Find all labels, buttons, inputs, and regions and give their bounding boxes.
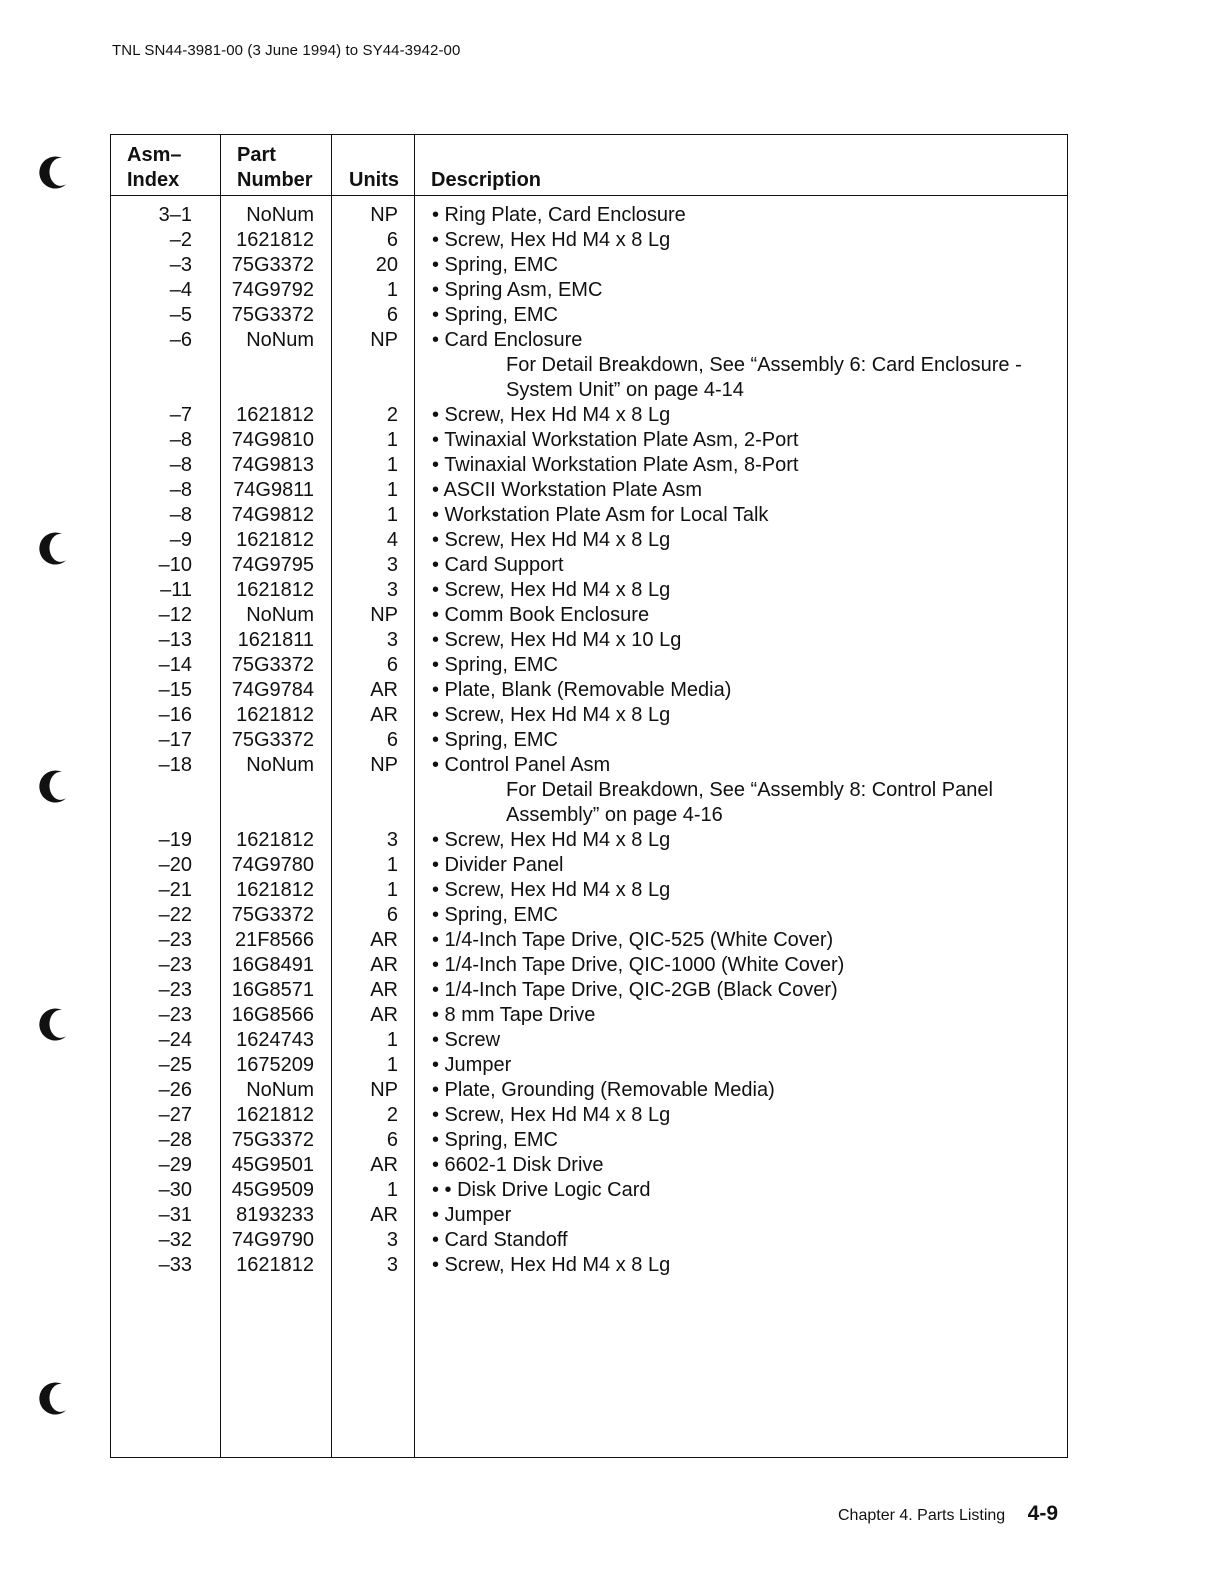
asm-index-cell: –23: [158, 979, 192, 1001]
units-cell: 1: [386, 1029, 398, 1051]
asm-index-cell: –26: [158, 1079, 192, 1101]
description-cell: • Twinaxial Workstation Plate Asm, 2-Port: [432, 429, 799, 451]
part-number-cell: 1621812: [236, 879, 314, 901]
asm-index-cell: [110, 778, 192, 803]
table-row: [110, 328, 1068, 353]
table-row: [110, 1003, 1068, 1028]
units-cell: AR: [370, 929, 398, 951]
part-number-cell: 45G9509: [231, 1179, 314, 1201]
table-row: [110, 828, 1068, 853]
binder-hole-icon: [36, 152, 70, 192]
units-cell: 1: [386, 879, 398, 901]
units-cell: AR: [370, 704, 398, 726]
footer-chapter: Chapter 4. Parts Listing: [838, 1507, 1006, 1524]
col-header-part: Part Number: [237, 144, 313, 191]
units-cell: AR: [370, 1004, 398, 1026]
units-cell: AR: [370, 679, 398, 701]
col-header-description: Description: [431, 169, 542, 191]
table-row: [110, 628, 1068, 653]
asm-index-cell: [110, 353, 192, 378]
part-number-cell: 16G8491: [231, 954, 314, 976]
table-row: [110, 353, 1068, 378]
table-row: [110, 1028, 1068, 1053]
part-number-cell: [192, 803, 314, 828]
units-cell: AR: [370, 954, 398, 976]
description-cell: • Comm Book Enclosure: [432, 604, 650, 626]
table-row: [110, 428, 1068, 453]
table-row: [110, 878, 1068, 903]
units-cell: AR: [370, 979, 398, 1001]
asm-index-cell: –19: [158, 829, 192, 851]
units-cell: AR: [370, 1154, 398, 1176]
units-cell: 6: [386, 1129, 398, 1151]
part-number-cell: 1621812: [236, 529, 314, 551]
binder-hole-icon: [36, 1004, 70, 1044]
col-header-units: Units: [349, 169, 399, 191]
units-cell: [314, 378, 398, 403]
description-cell: • Twinaxial Workstation Plate Asm, 8-Port: [432, 454, 799, 476]
table-row: [110, 978, 1068, 1003]
asm-index-cell: –7: [169, 404, 192, 426]
units-cell: 1: [386, 1054, 398, 1076]
page-footer: [838, 1502, 1058, 1526]
asm-index-cell: –6: [169, 329, 192, 351]
asm-index-cell: –24: [158, 1029, 192, 1051]
table-row: [110, 678, 1068, 703]
detail-breakdown-note: System Unit” on page 4-14: [506, 379, 744, 401]
units-cell: 1: [386, 1179, 398, 1201]
asm-index-cell: –15: [158, 679, 192, 701]
description-cell: • Divider Panel: [432, 854, 564, 876]
description-cell: • 1/4-Inch Tape Drive, QIC-2GB (Black Cover): [432, 979, 838, 1001]
part-number-cell: 45G9501: [231, 1154, 314, 1176]
asm-index-cell: –14: [158, 654, 192, 676]
part-number-cell: 74G9790: [231, 1229, 314, 1251]
units-cell: [314, 778, 398, 803]
units-cell: NP: [370, 329, 398, 351]
asm-index-cell: –23: [158, 954, 192, 976]
table-row: [110, 903, 1068, 928]
asm-index-cell: –31: [158, 1204, 192, 1226]
asm-index-cell: –27: [158, 1104, 192, 1126]
table-row: [110, 703, 1068, 728]
asm-index-cell: [110, 803, 192, 828]
part-number-cell: 75G3372: [231, 904, 314, 926]
binder-hole-icon: [36, 766, 70, 806]
asm-index-cell: –18: [158, 754, 192, 776]
description-cell: • Card Standoff: [432, 1229, 568, 1251]
description-cell: • Spring Asm, EMC: [432, 279, 603, 301]
description-cell: • Spring, EMC: [432, 904, 558, 926]
asm-index-cell: –22: [158, 904, 192, 926]
description-cell: • Card Support: [432, 554, 564, 576]
col-header-asm: Asm– Index: [127, 144, 182, 191]
table-row: [110, 228, 1068, 253]
asm-index-cell: –33: [158, 1254, 192, 1276]
table-row: [110, 303, 1068, 328]
table-row: [110, 653, 1068, 678]
units-cell: 2: [386, 404, 398, 426]
units-cell: 1: [386, 479, 398, 501]
description-cell: • Screw, Hex Hd M4 x 8 Lg: [432, 879, 671, 901]
units-cell: AR: [370, 1204, 398, 1226]
units-cell: 4: [386, 529, 398, 551]
units-cell: 6: [386, 654, 398, 676]
table-row: [110, 753, 1068, 778]
description-cell: • 8 mm Tape Drive: [432, 1004, 596, 1026]
table-row: [110, 528, 1068, 553]
asm-index-cell: –13: [158, 629, 192, 651]
detail-breakdown-note: Assembly” on page 4-16: [506, 804, 723, 826]
description-cell: • 1/4-Inch Tape Drive, QIC-1000 (White Cover): [432, 954, 845, 976]
asm-index-cell: [110, 378, 192, 403]
description-cell: • Plate, Blank (Removable Media): [432, 679, 732, 701]
asm-index-cell: 3–1: [158, 204, 192, 226]
asm-index-cell: –12: [158, 604, 192, 626]
asm-index-cell: –5: [169, 304, 192, 326]
asm-index-cell: –10: [158, 554, 192, 576]
asm-index-cell: –9: [169, 529, 192, 551]
table-row: [110, 553, 1068, 578]
asm-index-cell: –28: [158, 1129, 192, 1151]
units-cell: 3: [386, 1229, 398, 1251]
part-number-cell: 1624743: [236, 1029, 314, 1051]
part-number-cell: NoNum: [246, 604, 314, 626]
table-row: [110, 403, 1068, 428]
part-number-cell: 1621812: [236, 1104, 314, 1126]
units-cell: NP: [370, 204, 398, 226]
asm-index-cell: –25: [158, 1054, 192, 1076]
table-row: [110, 1103, 1068, 1128]
table-row: [110, 928, 1068, 953]
part-number-cell: 75G3372: [231, 254, 314, 276]
asm-index-cell: –2: [169, 229, 192, 251]
asm-index-cell: –29: [158, 1154, 192, 1176]
part-number-cell: 75G3372: [231, 654, 314, 676]
part-number-cell: [192, 778, 314, 803]
table-row: [110, 453, 1068, 478]
table-row: [110, 278, 1068, 303]
asm-index-cell: –21: [158, 879, 192, 901]
part-number-cell: NoNum: [246, 754, 314, 776]
asm-index-cell: –20: [158, 854, 192, 876]
units-cell: 3: [386, 629, 398, 651]
asm-index-cell: –8: [169, 454, 192, 476]
table-row: [110, 778, 1068, 803]
part-number-cell: 1621811: [237, 629, 314, 651]
units-cell: 6: [386, 229, 398, 251]
part-number-cell: 75G3372: [231, 304, 314, 326]
asm-index-cell: –4: [169, 279, 192, 301]
description-cell: • Screw, Hex Hd M4 x 8 Lg: [432, 529, 671, 551]
part-number-cell: 75G3372: [231, 729, 314, 751]
part-number-cell: 74G9780: [231, 854, 314, 876]
units-cell: NP: [370, 1079, 398, 1101]
asm-index-cell: –3: [169, 254, 192, 276]
page-number: 4-9: [1027, 1502, 1059, 1525]
binder-hole-icon: [36, 528, 70, 568]
header-divider: [110, 195, 1068, 196]
part-number-cell: 8193233: [236, 1204, 314, 1226]
description-cell: • Screw, Hex Hd M4 x 10 Lg: [432, 629, 682, 651]
description-cell: • Screw: [432, 1029, 501, 1051]
table-row: [110, 253, 1068, 278]
units-cell: [314, 803, 398, 828]
asm-index-cell: –23: [158, 929, 192, 951]
description-cell: • Screw, Hex Hd M4 x 8 Lg: [432, 229, 671, 251]
units-cell: 1: [386, 279, 398, 301]
description-cell: • • Disk Drive Logic Card: [432, 1179, 651, 1201]
table-row: [110, 1078, 1068, 1103]
asm-index-cell: –8: [169, 479, 192, 501]
table-row: [110, 1178, 1068, 1203]
description-cell: • Card Enclosure: [432, 329, 583, 351]
units-cell: NP: [370, 604, 398, 626]
description-cell: • Ring Plate, Card Enclosure: [432, 204, 686, 226]
table-row: [110, 503, 1068, 528]
parts-table: [110, 134, 1068, 1458]
table-row: [110, 1153, 1068, 1178]
description-cell: • Screw, Hex Hd M4 x 8 Lg: [432, 1254, 671, 1276]
description-cell: • 1/4-Inch Tape Drive, QIC-525 (White Cover): [432, 929, 834, 951]
table-row: [110, 1203, 1068, 1228]
part-number-cell: NoNum: [246, 329, 314, 351]
description-cell: • Jumper: [432, 1204, 512, 1226]
asm-index-cell: –32: [158, 1229, 192, 1251]
asm-index-cell: –16: [158, 704, 192, 726]
units-cell: 1: [386, 454, 398, 476]
table-row: [110, 1228, 1068, 1253]
units-cell: 6: [386, 904, 398, 926]
part-number-cell: 16G8571: [231, 979, 314, 1001]
description-cell: • Spring, EMC: [432, 729, 558, 751]
description-cell: • Spring, EMC: [432, 1129, 558, 1151]
units-cell: 3: [386, 829, 398, 851]
part-number-cell: 21F8566: [235, 929, 314, 951]
part-number-cell: 1621812: [236, 829, 314, 851]
description-cell: • 6602-1 Disk Drive: [432, 1154, 604, 1176]
units-cell: 1: [386, 429, 398, 451]
description-cell: • Spring, EMC: [432, 654, 558, 676]
part-number-cell: 1621812: [236, 1254, 314, 1276]
asm-index-cell: –11: [160, 579, 192, 601]
units-cell: 1: [386, 854, 398, 876]
units-cell: 20: [375, 254, 398, 276]
description-cell: • Spring, EMC: [432, 254, 558, 276]
asm-index-cell: –17: [158, 729, 192, 751]
part-number-cell: NoNum: [246, 1079, 314, 1101]
units-cell: 6: [386, 304, 398, 326]
description-cell: • Screw, Hex Hd M4 x 8 Lg: [432, 404, 671, 426]
part-number-cell: 16G8566: [231, 1004, 314, 1026]
description-cell: • Screw, Hex Hd M4 x 8 Lg: [432, 829, 671, 851]
table-row: [110, 203, 1068, 228]
table-row: [110, 603, 1068, 628]
detail-breakdown-note: For Detail Breakdown, See “Assembly 6: Card Enclosure -: [506, 354, 1022, 376]
description-cell: • Plate, Grounding (Removable Media): [432, 1079, 775, 1101]
asm-index-cell: –23: [158, 1004, 192, 1026]
table-body: [110, 203, 1068, 1278]
part-number-cell: 74G9813: [231, 454, 314, 476]
description-cell: • Control Panel Asm: [432, 754, 611, 776]
part-number-cell: 74G9811: [233, 479, 314, 501]
description-cell: • Screw, Hex Hd M4 x 8 Lg: [432, 1104, 671, 1126]
table-row: [110, 953, 1068, 978]
page-header: TNL SN44-3981-00 (3 June 1994) to SY44-3942-00: [112, 42, 461, 59]
table-row: [110, 378, 1068, 403]
description-cell: • Jumper: [432, 1054, 512, 1076]
table-row: [110, 728, 1068, 753]
part-number-cell: 75G3372: [231, 1129, 314, 1151]
part-number-cell: 1621812: [236, 704, 314, 726]
asm-index-cell: –8: [169, 429, 192, 451]
table-row: [110, 1053, 1068, 1078]
description-cell: • Spring, EMC: [432, 304, 558, 326]
part-number-cell: 74G9795: [231, 554, 314, 576]
description-cell: • ASCII Workstation Plate Asm: [432, 479, 703, 501]
part-number-cell: 1621812: [236, 404, 314, 426]
table-row: [110, 1253, 1068, 1278]
part-number-cell: 74G9810: [231, 429, 314, 451]
part-number-cell: 74G9784: [231, 679, 314, 701]
detail-breakdown-note: For Detail Breakdown, See “Assembly 8: Control Panel: [506, 779, 993, 801]
units-cell: 1: [386, 504, 398, 526]
description-cell: • Screw, Hex Hd M4 x 8 Lg: [432, 579, 671, 601]
units-cell: 6: [386, 729, 398, 751]
part-number-cell: 74G9812: [231, 504, 314, 526]
part-number-cell: 1621812: [236, 579, 314, 601]
part-number-cell: [192, 378, 314, 403]
asm-index-cell: –30: [158, 1179, 192, 1201]
units-cell: 2: [386, 1104, 398, 1126]
part-number-cell: 74G9792: [231, 279, 314, 301]
units-cell: NP: [370, 754, 398, 776]
units-cell: 3: [386, 554, 398, 576]
part-number-cell: [192, 353, 314, 378]
table-row: [110, 853, 1068, 878]
table-row: [110, 803, 1068, 828]
table-row: [110, 1128, 1068, 1153]
description-cell: • Screw, Hex Hd M4 x 8 Lg: [432, 704, 671, 726]
units-cell: 3: [386, 1254, 398, 1276]
part-number-cell: 1675209: [236, 1054, 314, 1076]
description-cell: • Workstation Plate Asm for Local Talk: [432, 504, 769, 526]
units-cell: [314, 353, 398, 378]
part-number-cell: 1621812: [236, 229, 314, 251]
table-row: [110, 478, 1068, 503]
units-cell: 3: [386, 579, 398, 601]
part-number-cell: NoNum: [246, 204, 314, 226]
asm-index-cell: –8: [169, 504, 192, 526]
table-row: [110, 578, 1068, 603]
binder-hole-icon: [36, 1378, 70, 1418]
